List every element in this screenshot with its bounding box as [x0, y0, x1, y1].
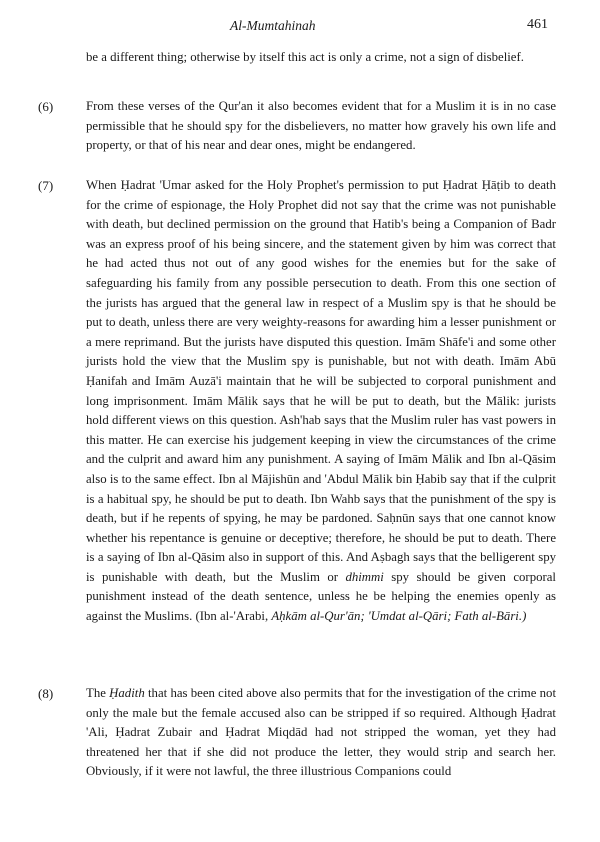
paragraph-continuation	[0, 48, 600, 68]
paragraph-8	[0, 684, 600, 782]
paragraph-marker: (7)	[38, 178, 54, 193]
paragraph-text	[86, 176, 556, 627]
hadith-term: Ḥadith	[109, 686, 145, 700]
paragraph-lead: The	[86, 686, 106, 700]
paragraph-body: When Ḥadrat 'Umar asked for the Holy Prophet's permission to put Ḥadrat Ḥāṭib to death for the crime of espionage, the Holy Prophet did not say that the crime was not punishable with death, but declined permission on the ground that Hatib's being a Companion of Badr was an express proof of his being sincere, and the statement given by him was correct that he had acted thus not out of any good wishes for the enemies but for the sake of safeguarding his family from any possible persecution to death. From this one section of the jurists has argued that the general law in respect of a Muslim spy is that he should be put to death, unless there are very weighty-reasons for awarding him a lesser punishment or a mere reprimand. But the jurists have disputed this question. Imām Shāfe'i and some other jurists hold the view that the Muslim spy is punishable, but not with death. Imām Abū Ḥanifah and Imām Auzā'i maintain that he will be subjected to corporal punishment and long imprisonment. Imām Mālik says that he will be put to death, but the Mālik: jurists hold different views on this question. Ash'hab says that the Muslim ruler has vast powers in this matter. He can exercise his judgement keeping in view the circumstances of the crime and the culprit and award him any punishment. A saying of Imām Mālik and Ibn al-Qāsim also is to the same effect. Ibn al Mājishūn and 'Abdul Mālik bin Ḥabib say that if the culprit is a habitual spy, he should be put to death. Ibn Wahb says that the punishment of the spy is death, but if he repents of spying, he may be pardoned. Saḥnūn says that one cannot know whether his repentance is genuine or deceptive; therefore, he should be put to death. There is a saying of Ibn al-Qāsim also in support of this. And Aṣbagh says that the belligerent spy is punishable with death, but the Muslim or	[86, 178, 556, 584]
paragraph-text: From these verses of the Qur'an it also becomes evident that for a Muslim it is in no case permissible that he should spy for the disbelievers, no matter how gravely his own life and property, or that of his near and dear ones, might be endangered.	[86, 99, 556, 153]
paragraph-marker: (6)	[38, 99, 54, 114]
dhimmi-term: dhimmi	[345, 569, 384, 584]
paragraph-marker: (8)	[38, 686, 54, 701]
paragraph-body: that has been cited above also permits that for the investigation of the crime not only the male but the female accused also can be stripped if so required. Although Ḥadrat 'Ali, Ḥadrat Zubair and Ḥadrat Miqdād had not stripped the woman, yet they had threatened her that if she did not produce the letter, they would strip and search her. Obviously, if it were not lawful, the three illustrious Companions could	[86, 686, 557, 779]
citation: Aḥkām al-Qur'ān; 'Umdat al-Qāri; Fath al-Bāri.)	[271, 609, 527, 624]
paragraph-body-continued: spy should be given corporal punishment instead of the death sentence, unless he be helping the enemies openly as against the Muslims. (Ibn al-'Arabi,	[86, 569, 556, 624]
paragraph-6	[0, 97, 600, 156]
paragraph-text	[86, 684, 556, 782]
paragraph-text: be a different thing; otherwise by itself this act is only a crime, not a sign of disbelief.	[86, 50, 524, 64]
paragraph-7	[0, 176, 600, 627]
page-number: 461	[527, 17, 548, 32]
running-title: Al-Mumtahinah	[230, 18, 316, 33]
